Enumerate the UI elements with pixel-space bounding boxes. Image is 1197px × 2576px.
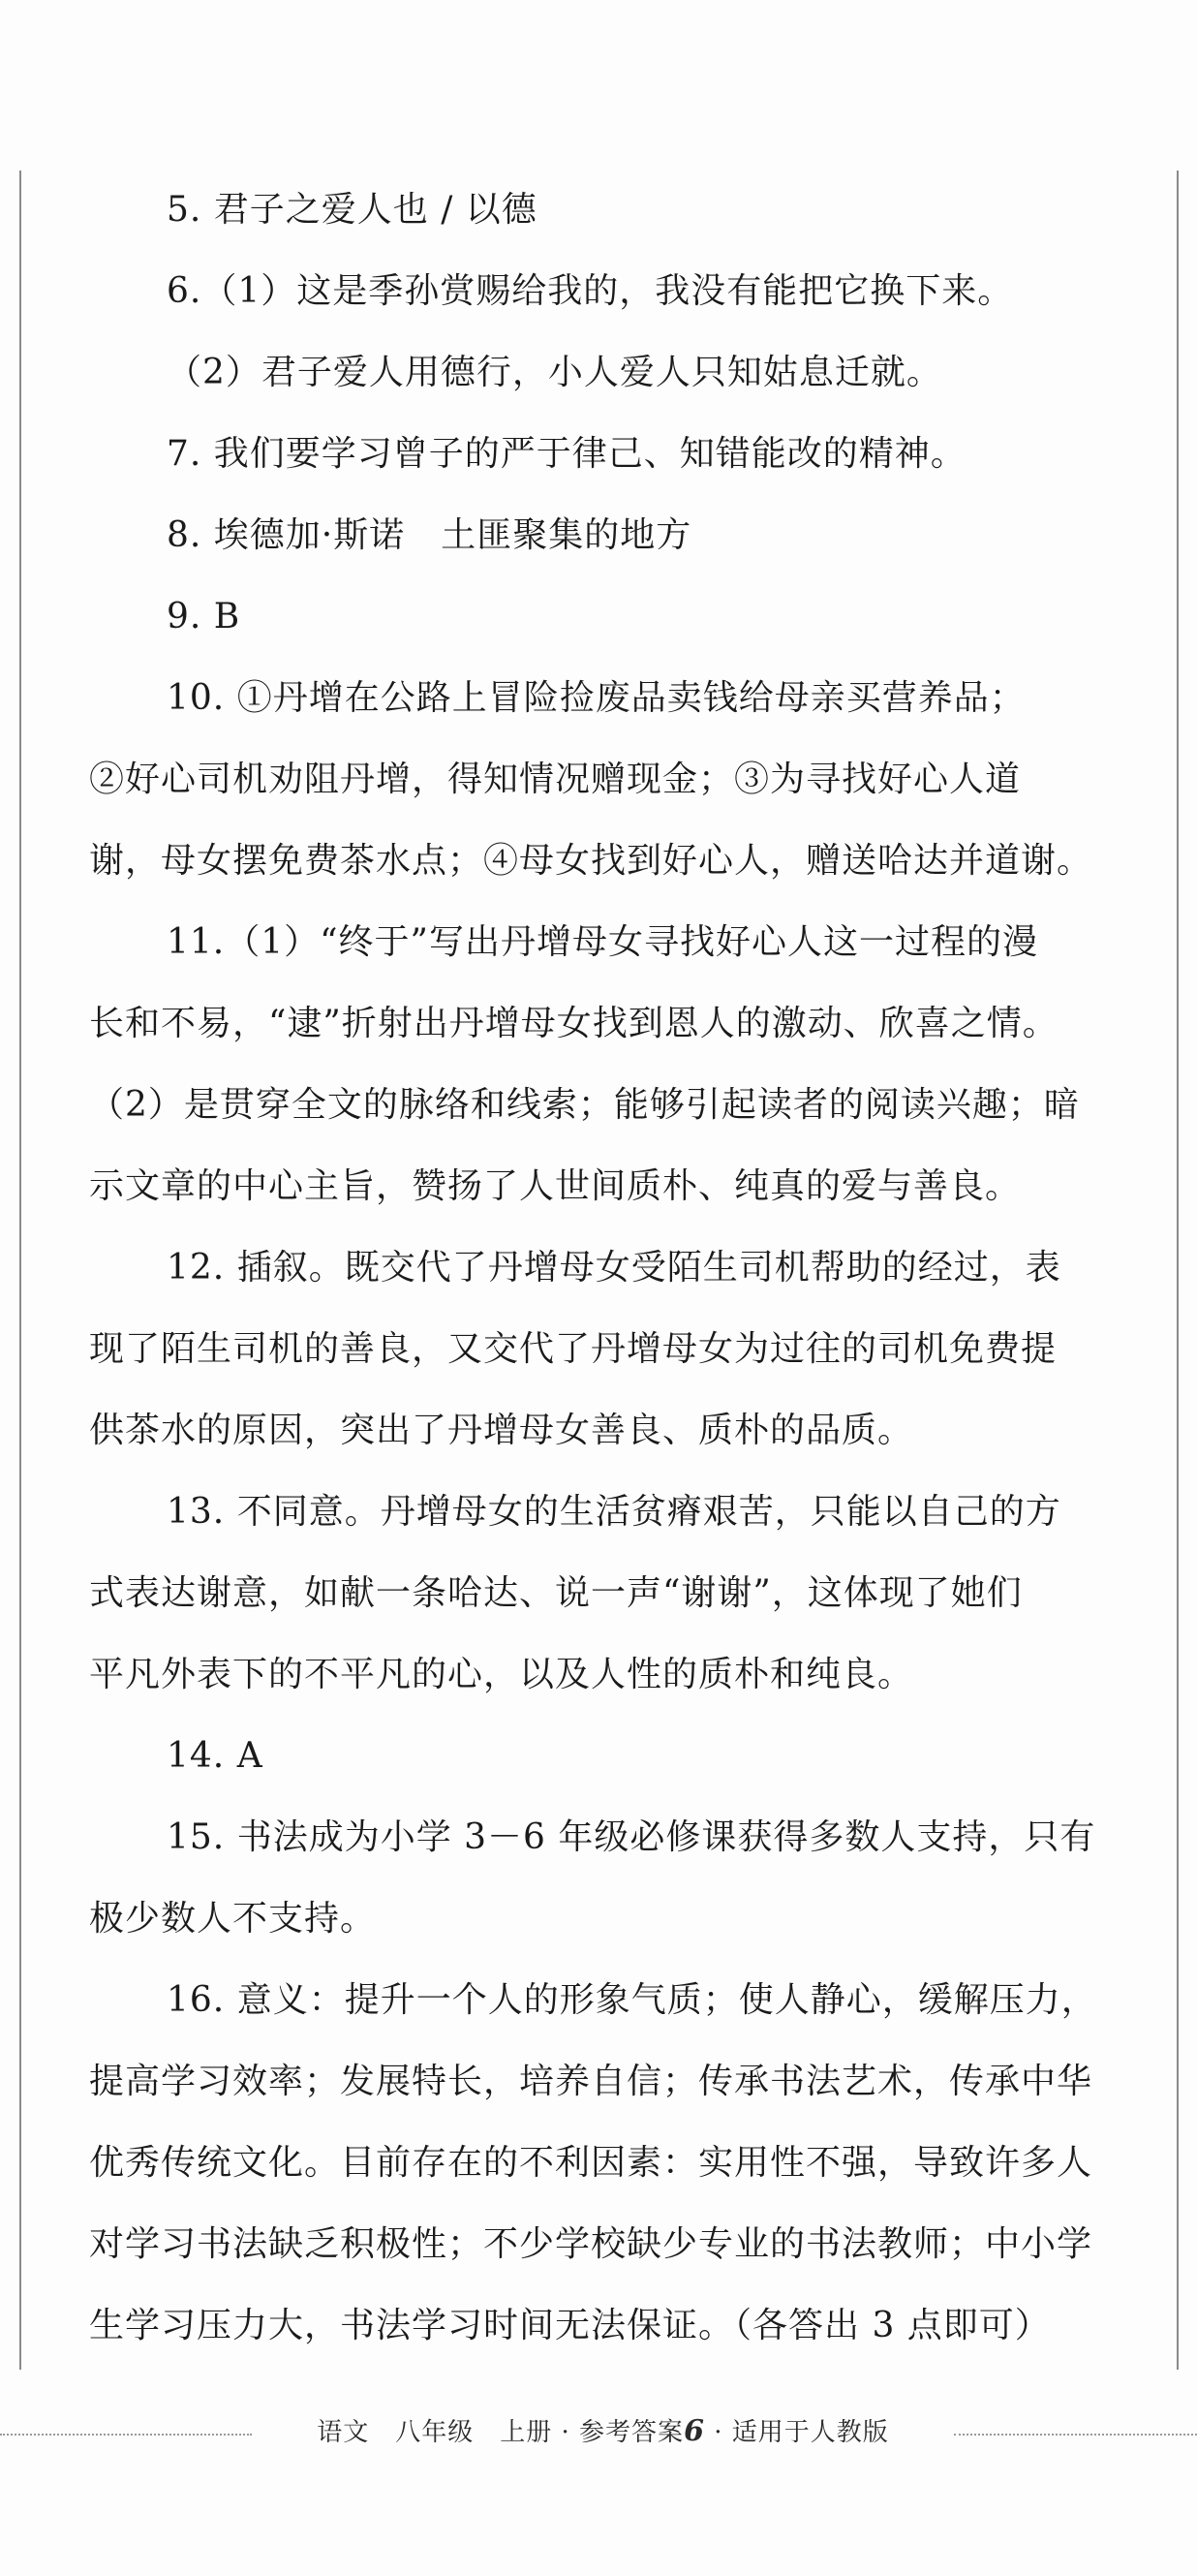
answer-line: 10. ①丹增在公路上冒险捡废品卖钱给母亲买营养品； [167, 678, 1026, 718]
answer-line: 供茶水的原因，突出了丹增母女善良、质朴的品质。 [89, 1411, 914, 1450]
footer-text [261, 2412, 944, 2452]
footer-subject: 语文 八年级 上册 · 参考答案 [317, 2418, 685, 2447]
footer-rule-left [0, 2434, 252, 2436]
answer-line: 示文章的中心主旨，赞扬了人世间质朴、纯真的爱与善良。 [89, 1166, 1022, 1206]
answer-line: 极少数人不支持。 [89, 1899, 377, 1939]
answer-line: 6.（1）这是季孙赏赐给我的，我没有能把它换下来。 [167, 271, 1014, 311]
answer-line: （2）君子爱人用德行，小人爱人只知姑息迁就。 [167, 353, 942, 392]
answer-line: 生学习压力大，书法学习时间无法保证。（各答出 3 点即可） [89, 2306, 1051, 2345]
answer-line: 优秀传统文化。目前存在的不利因素：实用性不强，导致许多人 [89, 2143, 1093, 2183]
answer-line: 8. 埃德加·斯诺 土匪聚集的地方 [167, 515, 692, 555]
answer-line: 16. 意义：提升一个人的形象气质；使人静心，缓解压力， [167, 1980, 1097, 2020]
answer-line: 式表达谢意，如献一条哈达、说一声“谢谢”，这体现了她们 [89, 1573, 1023, 1613]
answer-line: 12. 插叙。既交代了丹增母女受陌生司机帮助的经过，表 [167, 1248, 1061, 1288]
answer-line: 7. 我们要学习曾子的严于律己、知错能改的精神。 [167, 434, 967, 474]
answer-line: 14. A [167, 1736, 263, 1776]
answer-line: 9. B [167, 597, 241, 636]
answer-line: 13. 不同意。丹增母女的生活贫瘠艰苦，只能以自己的方 [167, 1492, 1061, 1532]
answer-line: （2）是贯穿全文的脉络和线索；能够引起读者的阅读兴趣；暗 [89, 1085, 1080, 1125]
answer-line: 11.（1）“终于”写出丹增母女寻找好心人这一过程的漫 [167, 922, 1038, 962]
page-border-right [1177, 171, 1179, 2370]
page-border-left [19, 171, 21, 2370]
answer-content [89, 170, 1116, 2367]
answer-line: 长和不易，“逮”折射出丹增母女找到恩人的激动、欣喜之情。 [89, 1004, 1059, 1043]
footer-rule-right [954, 2434, 1197, 2436]
answer-line: 现了陌生司机的善良，又交代了丹增母女为过往的司机免费提 [89, 1329, 1058, 1369]
answer-line: 平凡外表下的不平凡的心，以及人性的质朴和纯良。 [89, 1655, 914, 1694]
answer-line: 15. 书法成为小学 3－6 年级必修课获得多数人支持，只有 [167, 1817, 1096, 1857]
footer-edition: · 适用于人教版 [704, 2418, 889, 2447]
page-footer [0, 2410, 1197, 2449]
answer-line: 5. 君子之爱人也 / 以德 [167, 190, 537, 230]
answer-line: ②好心司机劝阻丹增，得知情况赠现金；③为寻找好心人道 [89, 760, 1022, 799]
answer-line: 提高学习效率；发展特长，培养自信；传承书法艺术，传承中华 [89, 2062, 1093, 2101]
page-number: 6 [684, 2414, 705, 2448]
answer-line: 谢，母女摆免费茶水点；④母女找到好心人，赠送哈达并道谢。 [89, 841, 1093, 881]
answer-line: 对学习书法缺乏积极性；不少学校缺少专业的书法教师；中小学 [89, 2224, 1093, 2264]
